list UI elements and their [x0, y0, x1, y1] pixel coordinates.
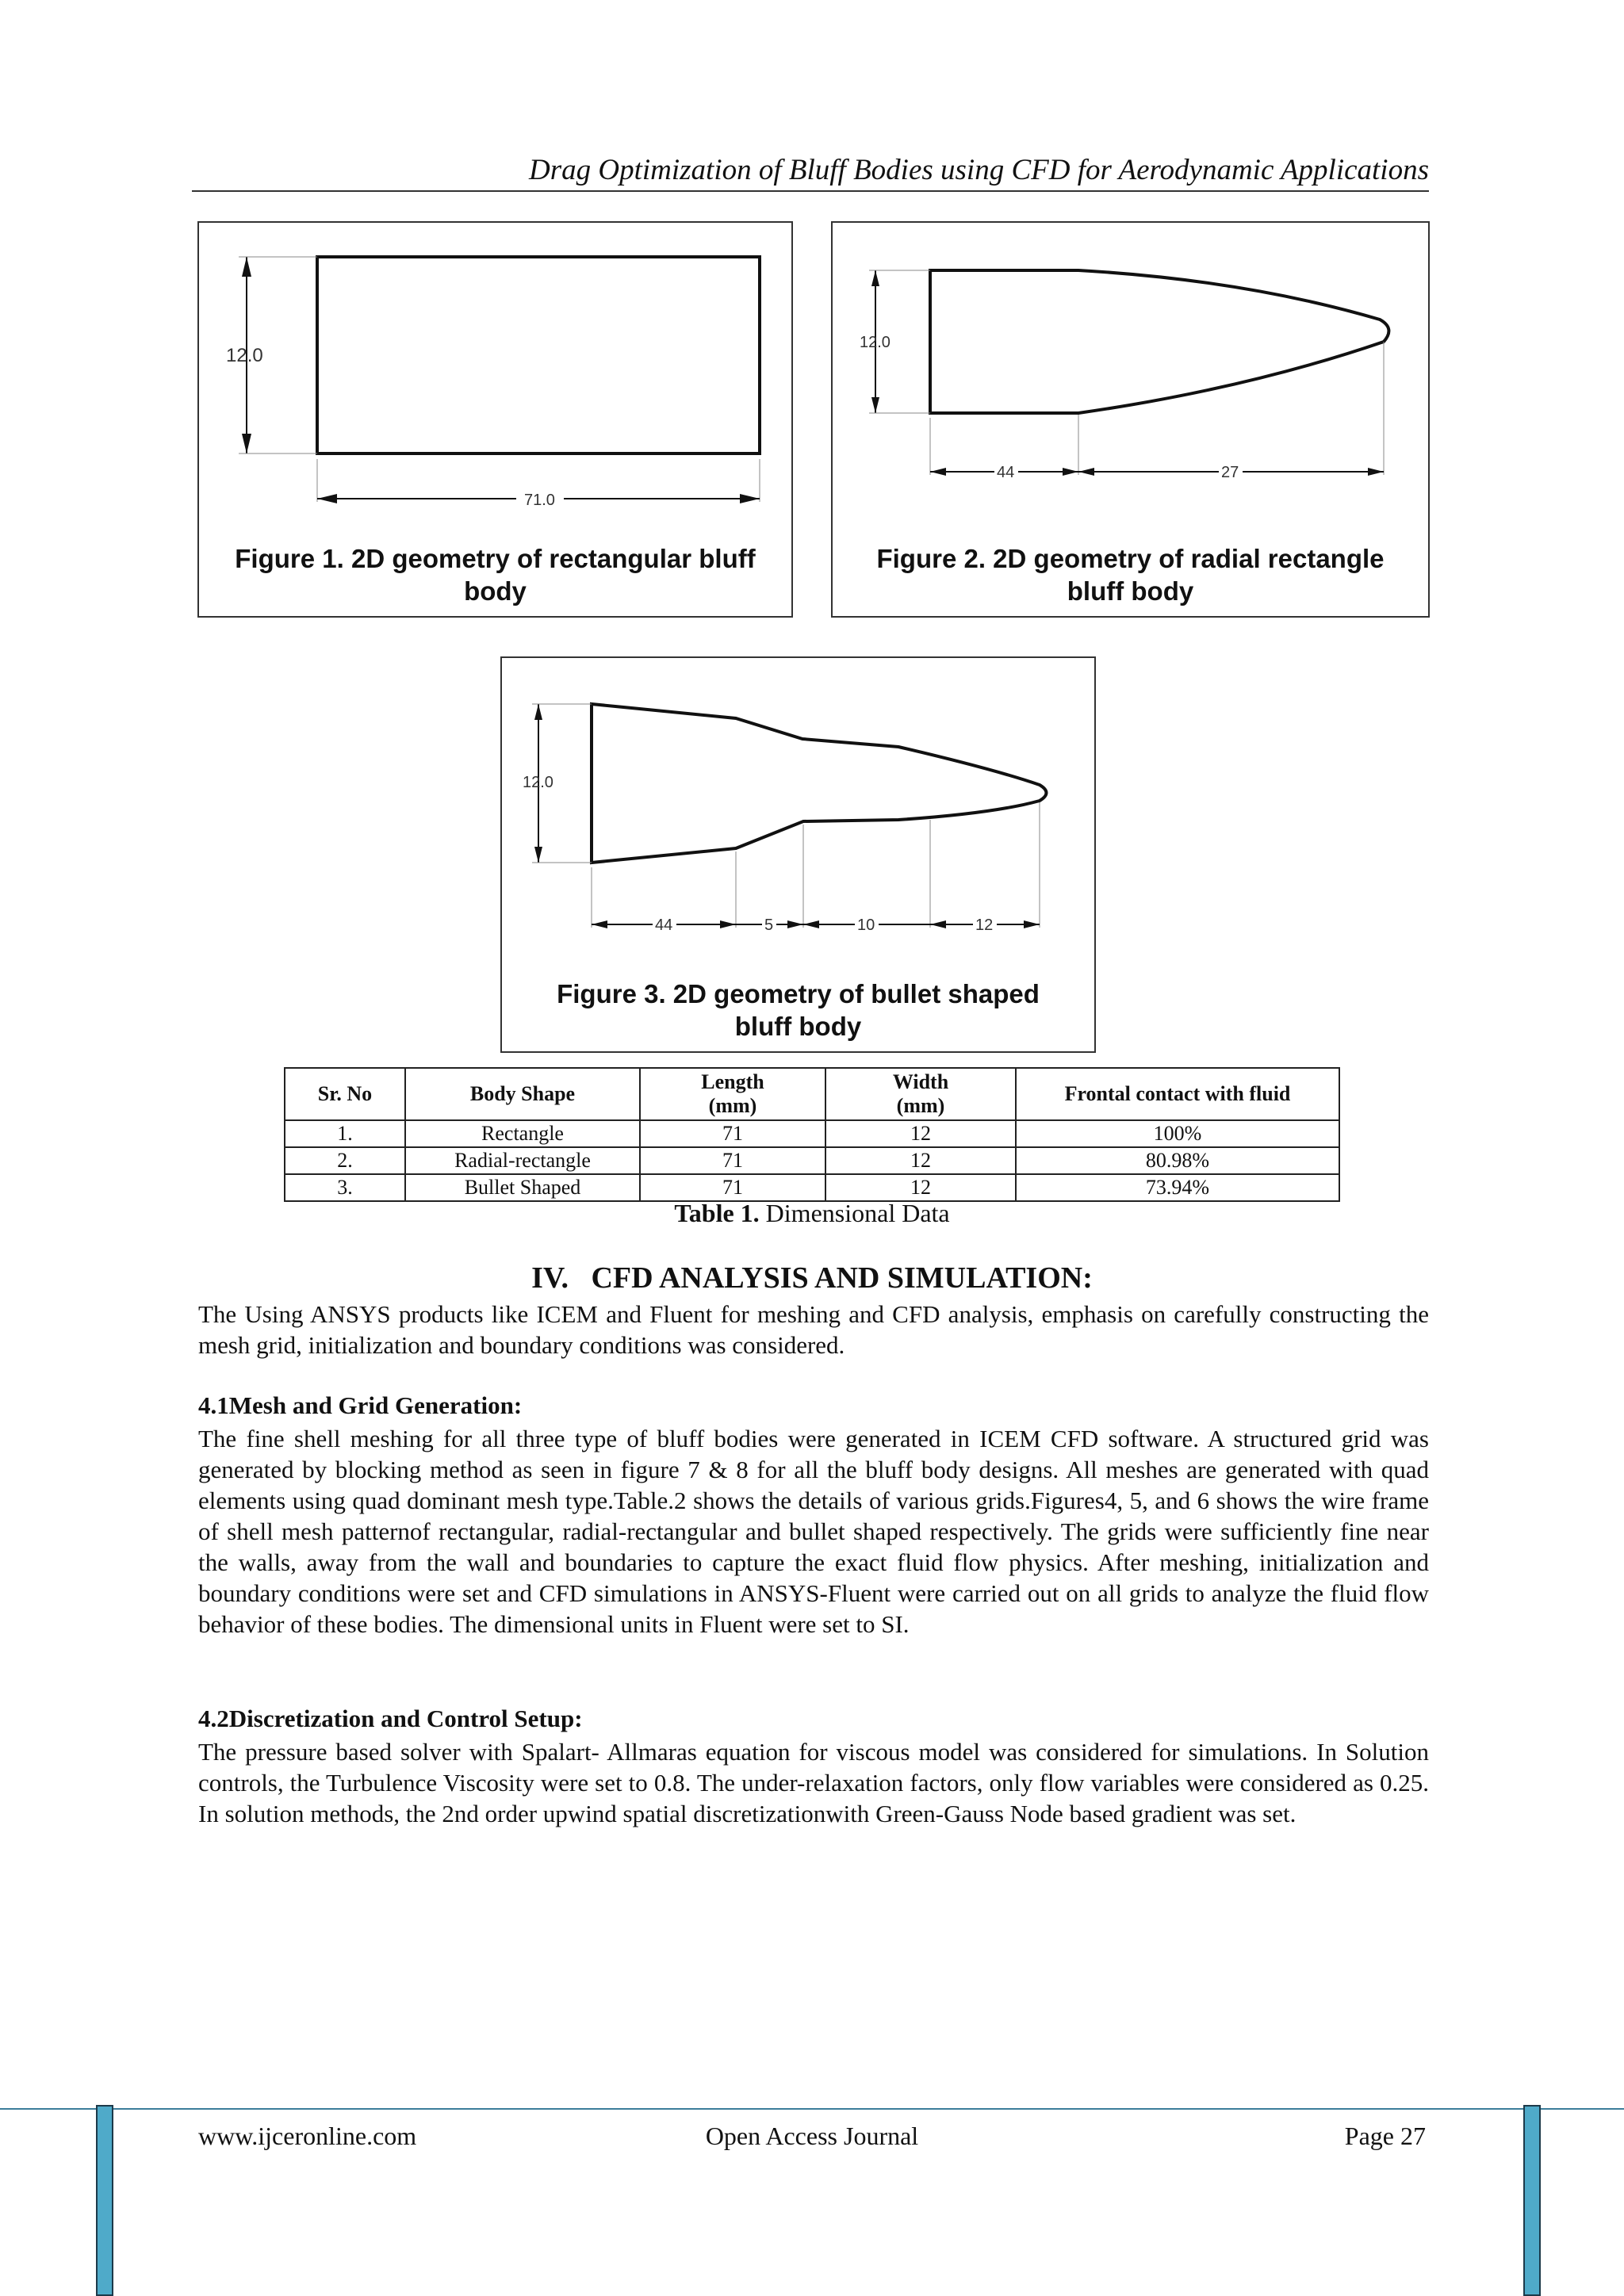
- header-line: (mm): [708, 1094, 757, 1117]
- subsection-4-2-paragraph: The pressure based solver with Spalart- Allmaras equation for viscous model was considered for simulations. In Solution controls, the Turbulence Viscosity were set to 0.8. The under-relaxation factors, only flow variables were considered as 0.25. In solution methods, the 2nd order upwind spatial discretizationwith Green-Gauss Node based gradient was set.: [198, 1738, 1429, 1827]
- section-intro-paragraph: The Using ANSYS products like ICEM and Fluent for meshing and CFD analysis, emphasis on carefully constructing the mesh grid, initialization and boundary conditions was considered.: [198, 1300, 1429, 1359]
- table-cell: 12: [825, 1147, 1016, 1174]
- table-cell: 73.94%: [1016, 1174, 1339, 1201]
- length-arrow-right: [740, 494, 760, 503]
- table-cell: 80.98%: [1016, 1147, 1339, 1174]
- seg-arrow: [930, 468, 946, 476]
- table-cell: 3.: [285, 1174, 405, 1201]
- table-header: [825, 1068, 1016, 1120]
- table-cell: 71: [640, 1147, 825, 1174]
- table-caption-text: Dimensional Data: [759, 1199, 950, 1227]
- seg-arrow: [1063, 468, 1078, 476]
- subsection-4-2-title: 4.2Discretization and Control Setup:: [198, 1705, 583, 1732]
- seg-arrow: [1368, 468, 1384, 476]
- seg-arrow: [720, 920, 736, 928]
- dim-seg2-label: 5: [764, 916, 774, 934]
- table-cell: 71: [640, 1120, 825, 1147]
- seg-arrow: [1078, 468, 1094, 476]
- table-row: [285, 1174, 1339, 1201]
- table-row: [285, 1147, 1339, 1174]
- table-row: [285, 1120, 1339, 1147]
- figure-3: [500, 656, 1096, 1053]
- header-line: Width: [892, 1070, 949, 1093]
- caption-line: body: [464, 576, 527, 606]
- dimensional-data-table: [284, 1067, 1340, 1202]
- figure-2-caption: [833, 542, 1428, 607]
- height-arrow-top: [242, 257, 251, 277]
- height-arrow-bottom: [242, 434, 251, 453]
- table-header: Frontal contact with fluid: [1016, 1068, 1339, 1120]
- figure-2: [831, 221, 1430, 618]
- dim-length-label: 71.0: [524, 492, 555, 509]
- height-arrow-bottom: [871, 397, 879, 413]
- caption-line: Figure 3. 2D geometry of bullet shaped: [557, 979, 1040, 1008]
- table-header: Body Shape: [405, 1068, 640, 1120]
- caption-line: bluff body: [1067, 576, 1194, 606]
- height-arrow-bottom: [534, 847, 542, 863]
- figure-1: [197, 221, 793, 618]
- header-rule: [192, 190, 1429, 192]
- rectangle-body: [317, 257, 760, 453]
- dim-seg1-label: 44: [997, 464, 1015, 481]
- table-cell: 100%: [1016, 1120, 1339, 1147]
- table-cell: 12: [825, 1174, 1016, 1201]
- table-caption: [0, 1199, 1624, 1228]
- seg-arrow: [803, 920, 819, 928]
- height-arrow-top: [534, 704, 542, 720]
- height-arrow-top: [871, 270, 879, 286]
- seg-arrow: [930, 920, 946, 928]
- caption-line: Figure 1. 2D geometry of rectangular bluff: [235, 544, 756, 573]
- seg-arrow: [787, 920, 803, 928]
- section-title: IV. CFD ANALYSIS AND SIMULATION:: [531, 1261, 1093, 1295]
- subsection-4-1-title: 4.1Mesh and Grid Generation:: [198, 1391, 523, 1419]
- header-line: Length: [701, 1070, 764, 1093]
- length-arrow-left: [317, 494, 337, 503]
- footer-journal: Open Access Journal: [705, 2122, 919, 2150]
- dim-height-label: 12.0: [523, 774, 553, 791]
- subsection-4-1-paragraph: The fine shell meshing for all three type of bluff bodies were generated in ICEM CFD software. A structured grid was generated by blocking method as seen in figure 7 & 8 for all the bluff body designs. All meshes are generated with quad elements using quad dominant mesh type.Table.2 shows the details of various grids.Figures4, 5, and 6 shows the wire frame of shell mesh patternof rectangular, radial-rectangular and bullet shaped respectively. The grids were sufficiently fine near the walls, away from the wall and boundaries to capture the exact fluid flow physics. After meshing, initialization and boundary conditions were set and CFD simulations in ANSYS-Fluent were carried out on all grids to analyze the fluid flow behavior of these bodies. The dimensional units in Fluent were set to SI.: [198, 1425, 1429, 1638]
- table-cell: 2.: [285, 1147, 405, 1174]
- table-header: [640, 1068, 825, 1120]
- radial-rectangle-body: [930, 270, 1388, 413]
- running-header: Drag Optimization of Bluff Bodies using CFD for Aerodynamic Applications: [529, 154, 1429, 186]
- footer-rule: [0, 2108, 1624, 2110]
- seg-arrow: [592, 920, 607, 928]
- table-cell: 71: [640, 1174, 825, 1201]
- figure-1-caption: [199, 542, 791, 607]
- table-cell: Radial-rectangle: [405, 1147, 640, 1174]
- table-cell: Bullet Shaped: [405, 1174, 640, 1201]
- dim-seg4-label: 12: [975, 916, 994, 934]
- table-cell: Rectangle: [405, 1120, 640, 1147]
- caption-line: Figure 2. 2D geometry of radial rectangle: [876, 544, 1385, 573]
- table-header-row: [285, 1068, 1339, 1120]
- dim-seg1-label: 44: [655, 916, 673, 934]
- header-line: (mm): [896, 1094, 945, 1117]
- bullet-shaped-body: [592, 704, 1047, 863]
- caption-line: bluff body: [734, 1012, 862, 1041]
- seg-arrow: [1024, 920, 1040, 928]
- dim-height-label: 12.0: [860, 334, 891, 351]
- figure-3-caption: [502, 978, 1094, 1043]
- footer-page-number: Page 27: [1344, 2122, 1426, 2150]
- table-cell: 12: [825, 1120, 1016, 1147]
- table-cell: 1.: [285, 1120, 405, 1147]
- table-caption-label: Table 1.: [674, 1199, 760, 1227]
- dim-height-label: 12.0: [226, 345, 263, 366]
- table-header: Sr. No: [285, 1068, 405, 1120]
- dim-seg3-label: 10: [857, 916, 875, 934]
- footer-url[interactable]: www.ijceronline.com: [198, 2122, 417, 2150]
- dim-seg2-label: 27: [1221, 464, 1239, 481]
